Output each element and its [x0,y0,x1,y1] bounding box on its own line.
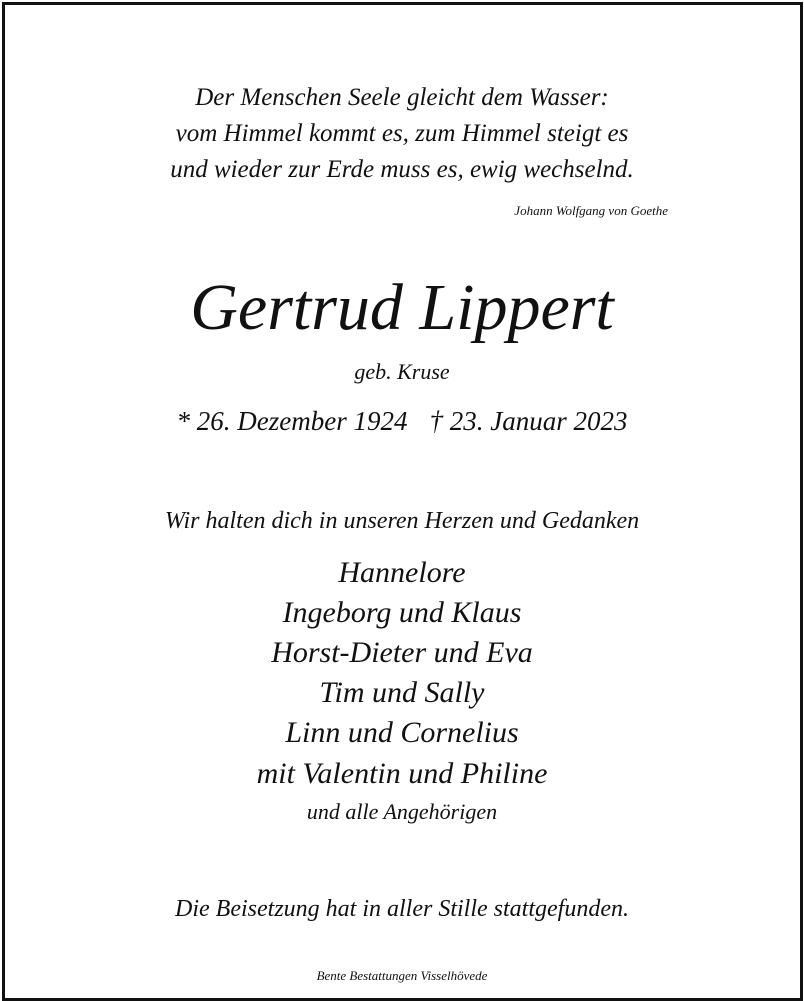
notice-border [2,2,803,1001]
mourner-line: Tim und Sally [319,676,485,709]
remembrance-message: Wir halten dich in unseren Herzen und Gedanken [164,508,640,534]
mourner-line: Hannelore [338,556,466,589]
burial-note: Die Beisetzung hat in aller Stille stattgefunden. [175,896,629,922]
death-date: † 23. Januar 2023 [429,406,628,436]
quote-line-1: Der Menschen Seele gleicht dem Wasser: [195,84,609,111]
life-dates [0,404,804,438]
other-relatives: und alle Angehörigen [306,799,498,824]
birth-date: * 26. Dezember 1924 [176,406,408,436]
deceased-name: Gertrud Lippert [190,271,614,344]
birth-name: geb. Kruse [354,359,450,384]
mourner-line: Ingeborg und Klaus [282,596,522,629]
mourner-line: Horst-Dieter und Eva [271,636,533,669]
undertaker-name: Bente Bestattungen Visselhövede [316,968,488,983]
quote-author: Johann Wolfgang von Goethe [514,203,668,218]
quote-line-3: und wieder zur Erde muss es, ewig wechselnd. [170,156,634,183]
mourner-line: mit Valentin und Philine [256,757,548,790]
quote-line-2: vom Himmel kommt es, zum Himmel steigt es [175,120,629,147]
mourner-line: Linn und Cornelius [285,716,519,749]
